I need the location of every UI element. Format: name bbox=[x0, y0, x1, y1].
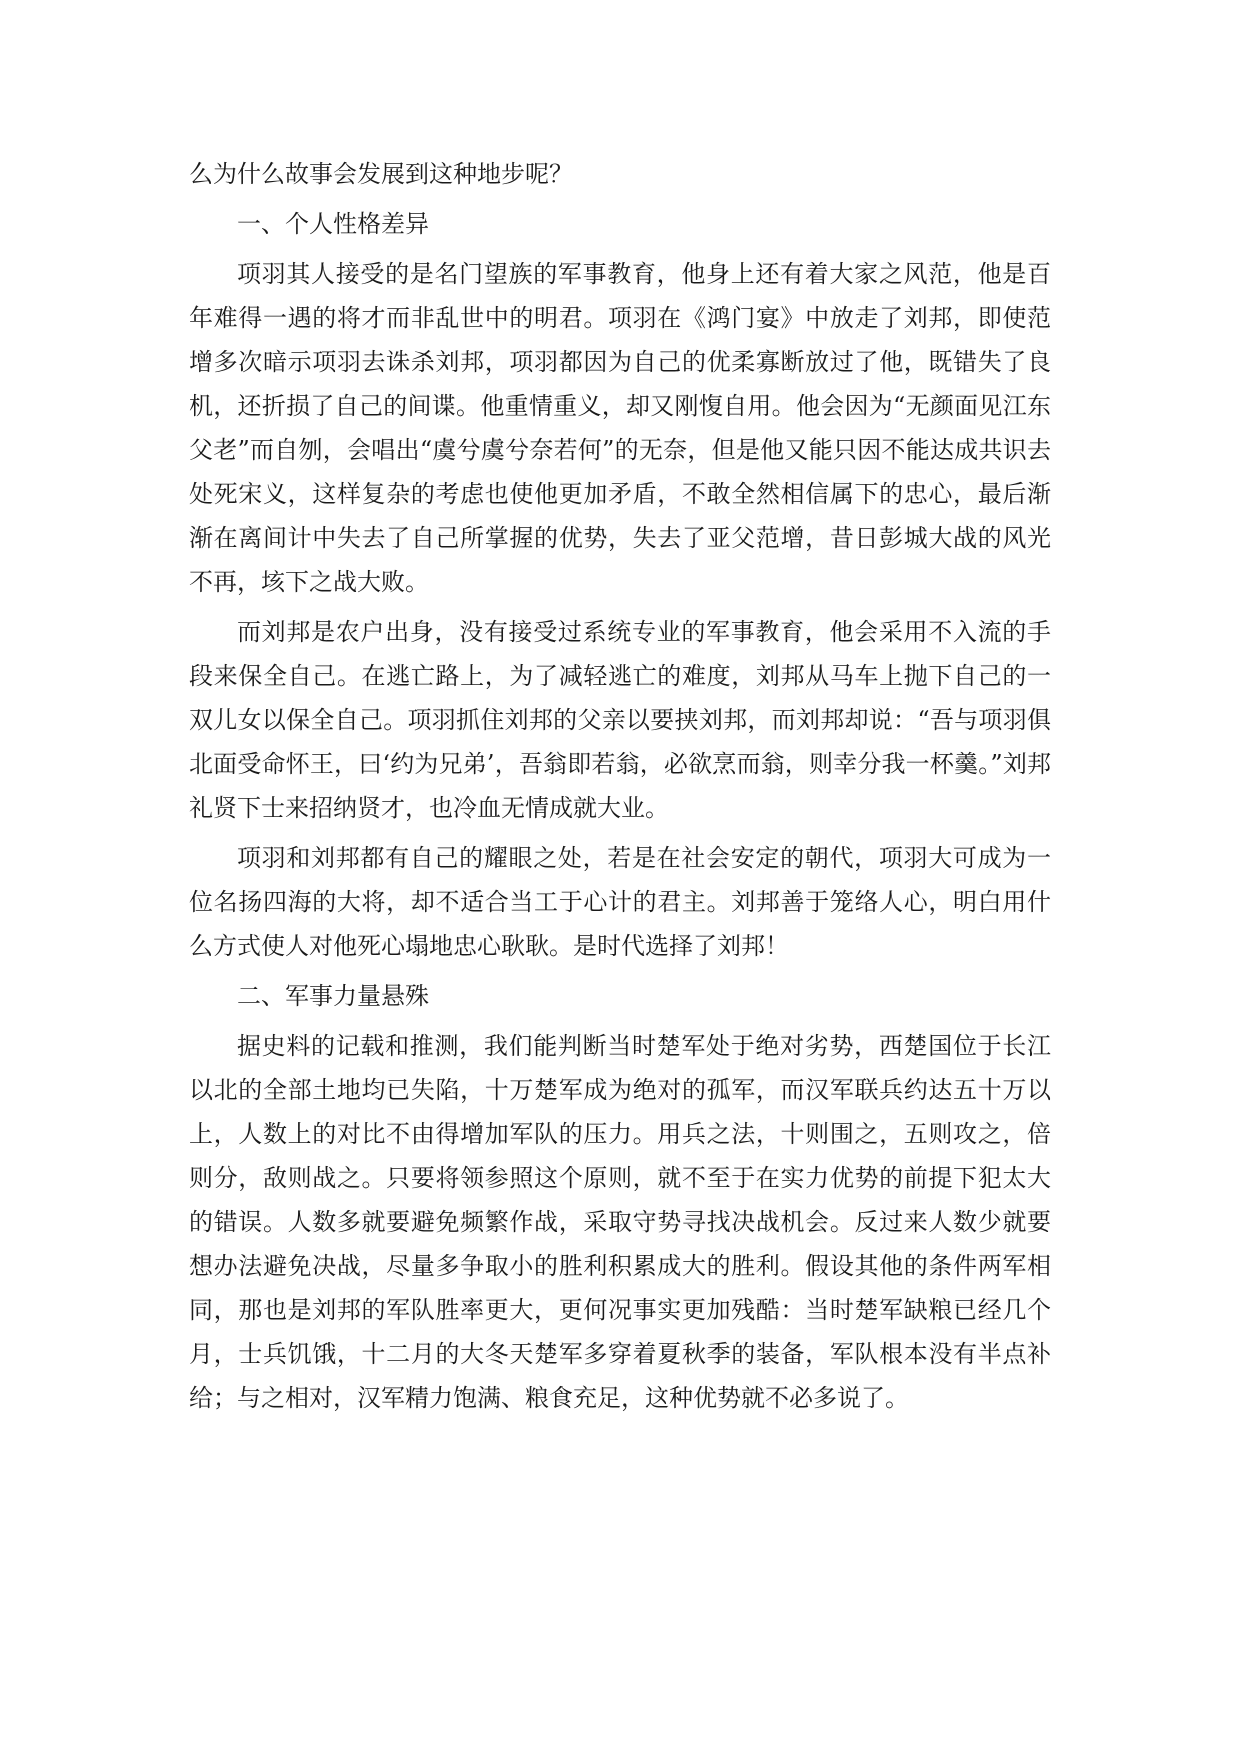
paragraph-xiangyu: 项羽其人接受的是名门望族的军事教育，他身上还有着大家之风范，他是百年难得一遇的将才而非乱世中的明君。项羽在《鸿门宴》中放走了刘邦，即使范增多次暗示项羽去诛杀刘邦，项羽都因为自己的优柔寡断放过了他，既错失了良机，还折损了自己的间谍。他重情重义，却又刚愎自用。他会因为“无颜面见江东父老”而自刎，会唱出“虞兮虞兮奈若何”的无奈，但是他又能只因不能达成共识去处死宋义，这样复杂的考虑也使他更加矛盾，不敢全然相信属下的忠心，最后渐渐在离间计中失去了自己所掌握的优势，失去了亚父范增，昔日彭城大战的风光不再，垓下之战大败。 bbox=[189, 260, 1051, 596]
document-body bbox=[189, 152, 1051, 1426]
paragraph-continuation: 么为什么故事会发展到这种地步呢？ bbox=[189, 160, 573, 188]
paragraph-liubang: 而刘邦是农户出身，没有接受过系统专业的军事教育，他会采用不入流的手段来保全自己。在逃亡路上，为了减轻逃亡的难度，刘邦从马车上抛下自己的一双儿女以保全自己。项羽抓住刘邦的父亲以要挟刘邦，而刘邦却说：“吾与项羽俱北面受命怀王，曰‘约为兄弟’，吾翁即若翁，必欲烹而翁，则幸分我一杯羹。”刘邦礼贤下士来招纳贤才，也冷血无情成就大业。 bbox=[189, 618, 1051, 822]
section-heading-personality: 一、个人性格差异 bbox=[237, 210, 429, 238]
paragraph-comparison: 项羽和刘邦都有自己的耀眼之处，若是在社会安定的朝代，项羽大可成为一位名扬四海的大将，却不适合当工于心计的君主。刘邦善于笼络人心，明白用什么方式使人对他死心塌地忠心耿耿。是时代选择了刘邦！ bbox=[189, 844, 1051, 960]
section-heading-military: 二、军事力量悬殊 bbox=[237, 982, 429, 1010]
paragraph-military: 据史料的记载和推测，我们能判断当时楚军处于绝对劣势，西楚国位于长江以北的全部土地均已失陷，十万楚军成为绝对的孤军，而汉军联兵约达五十万以上，人数上的对比不由得增加军队的压力。用兵之法，十则围之，五则攻之，倍则分，敌则战之。只要将领参照这个原则，就不至于在实力优势的前提下犯太大的错误。人数多就要避免频繁作战，采取守势寻找决战机会。反过来人数少就要想办法避免决战，尽量多争取小的胜利积累成大的胜利。假设其他的条件两军相同，那也是刘邦的军队胜率更大，更何况事实更加残酷：当时楚军缺粮已经几个月，士兵饥饿，十二月的大冬天楚军多穿着夏秋季的装备，军队根本没有半点补给；与之相对，汉军精力饱满、粮食充足，这种优势就不必多说了。 bbox=[189, 1032, 1051, 1412]
